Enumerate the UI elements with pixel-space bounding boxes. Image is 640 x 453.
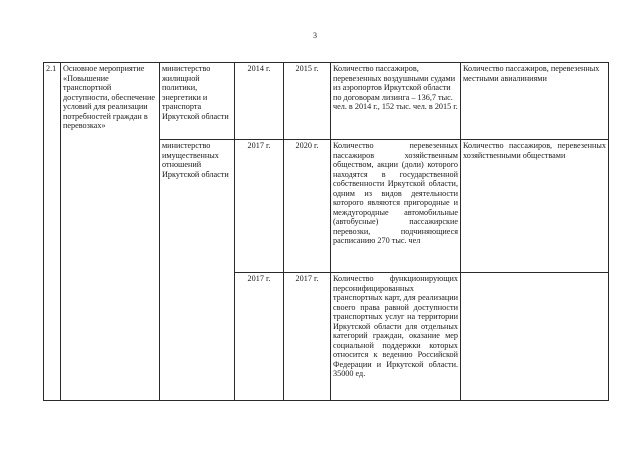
result-cell: Количество пассажиров, перевезенных хозяйственными обществами (461, 140, 609, 273)
end-year-cell: 2020 г. (284, 140, 331, 273)
indicator-cell: Количество перевезенных пассажиров хозяйственным обществом, акции (доли) которого находятся в государственной собственности Иркутской области, одним из видов деятельности которого являются пригородные и междугородные автомобильные (автобусные) пассажирские перевозки, подчиняющиеся расписанию 270 тыс. чел (331, 140, 461, 273)
indicator-cell: Количество функционирующих персонифицированных транспортных карт, для реализации своего права равной доступности транспортных услуг на территории Иркутской области для отдельных категорий граждан, оказание мер социальной поддержки которых относится к ведению Российской Федерации и Иркутской области. 35000 ед. (331, 273, 461, 401)
executor-cell: министерство имущественных отношений Иркутской области (160, 140, 235, 401)
end-year-cell: 2015 г. (284, 63, 331, 140)
page-number: 3 (313, 31, 317, 40)
item-number-cell: 2.1 (44, 63, 61, 401)
start-year-cell: 2014 г. (235, 63, 284, 140)
result-cell (461, 273, 609, 401)
event-name-cell: Основное мероприятие «Повышение транспортной доступности, обеспечение условий для реализации потребностей граждан в перевозках» (61, 63, 160, 401)
start-year-cell: 2017 г. (235, 140, 284, 273)
indicator-cell: Количество пассажиров, перевезенных воздушными судами из аэропортов Иркутской области по договорам лизинга – 136,7 тыс. чел. в 2014 г., 152 тыс. чел. в 2015 г. (331, 63, 461, 140)
start-year-cell: 2017 г. (235, 273, 284, 401)
executor-cell: министерство жилищной политики, энергетики и транспорта Иркутской области (160, 63, 235, 140)
end-year-cell: 2017 г. (284, 273, 331, 401)
result-cell: Количество пассажиров, перевезенных местными авиалиниями (461, 63, 609, 140)
table-row (44, 63, 609, 140)
program-table (43, 62, 609, 401)
